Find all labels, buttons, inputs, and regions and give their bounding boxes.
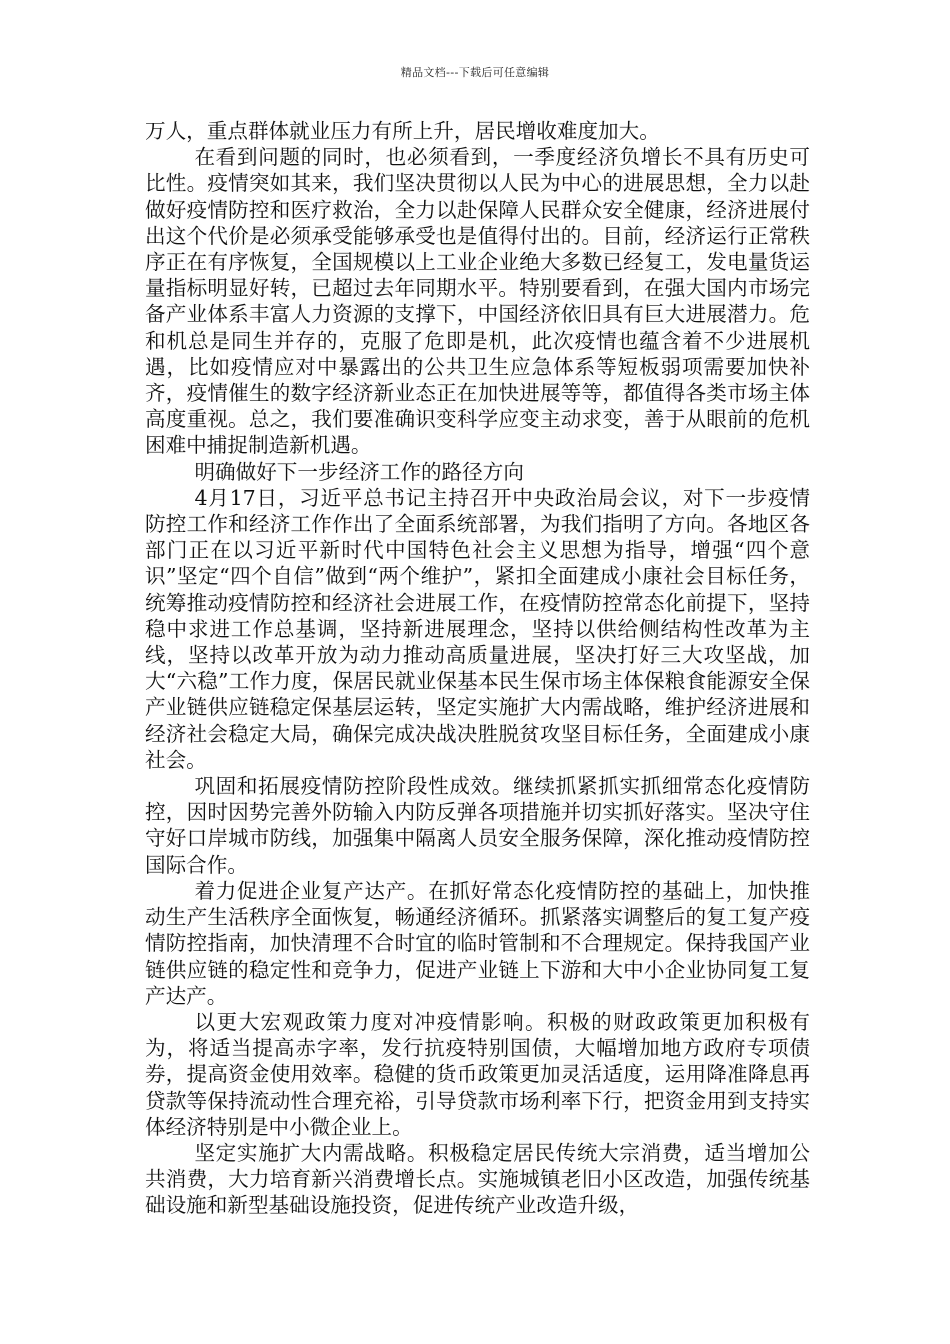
paragraph-6: 着力促进企业复产达产。在抓好常态化疫情防控的基础上，加快推动生产生活秩序全面恢复，畅通经济循环。抓紧落实调整后的复工复产疫情防控指南，加快清理不合时宜的临时管制和不合理规定。保持我国产业链供应链的稳定性和竞争力，促进产业链上下游和大中小企业协同复工复产达产。	[145, 878, 810, 1008]
document-body	[145, 118, 810, 1219]
page-header: 精品文档---下载后可任意编辑	[400, 66, 550, 79]
paragraph-5: 巩固和拓展疫情防控阶段性成效。继续抓紧抓实抓细常态化疫情防控，因时因势完善外防输入内防反弹各项措施并切实抓好落实。坚决守住守好口岸城市防线，加强集中隔离人员安全服务保障，深化推动疫情防控国际合作。	[145, 774, 810, 877]
paragraph-2: 在看到问题的同时，也必须看到，一季度经济负增长不具有历史可比性。疫情突如其来，我们坚决贯彻以人民为中心的进展思想，全力以赴做好疫情防控和医疗救治，全力以赴保障人民群众安全健康，经济进展付出这个代价是必须承受能够承受也是值得付出的。目前，经济运行正常秩序正在有序恢复，全国规模以上工业企业绝大多数已经复工，发电量货运量指标明显好转，已超过去年同期水平。特别要看到，在强大国内市场完备产业体系丰富人力资源的支撑下，中国经济依旧具有巨大进展潜力。危和机总是同生并存的，克服了危即是机，此次疫情也蕴含着不少进展机遇，比如疫情应对中暴露出的公共卫生应急体系等短板弱项需要加快补齐，疫情催生的数字经济新业态正在加快进展等等，都值得各类市场主体高度重视。总之，我们要准确识变科学应变主动求变，善于从眼前的危机困难中捕捉制造新机遇。	[145, 145, 810, 458]
section-heading: 明确做好下一步经济工作的路径方向	[194, 459, 524, 484]
paragraph-4: 4月17日，习近平总书记主持召开中央政治局会议，对下一步疫情防控工作和经济工作作出了全面系统部署，为我们指明了方向。各地区各部门正在以习近平新时代中国特色社会主义思想为指导，增强“四个意识”坚定“四个自信”做到“两个维护”，紧扣全面建成小康社会目标任务，统筹推动疫情防控和经济社会进展工作，在疫情防控常态化前提下，坚持稳中求进工作总基调，坚持新进展理念，坚持以供给侧结构性改革为主线，坚持以改革开放为动力推动高质量进展，坚决打好三大攻坚战，加大“六稳”工作力度，保居民就业保基本民生保市场主体保粮食能源安全保产业链供应链稳定保基层运转，坚定实施扩大内需战略，维护经济进展和经济社会稳定大局，确保完成决战决胜脱贫攻坚目标任务，全面建成小康社会。	[145, 485, 810, 772]
paragraph-7: 以更大宏观政策力度对冲疫情影响。积极的财政政策更加积极有为，将适当提高赤字率，发行抗疫特别国债，大幅增加地方政府专项债券，提高资金使用效率。稳健的货币政策更加灵活适度，运用降准降息再贷款等保持流动性合理充裕，引导贷款市场利率下行，把资金用到支持实体经济特别是中小微企业上。	[145, 1009, 810, 1139]
paragraph-1: 万人，重点群体就业压力有所上升，居民增收难度加大。	[145, 119, 660, 143]
paragraph-8: 坚定实施扩大内需战略。积极稳定居民传统大宗消费，适当增加公共消费，大力培育新兴消费增长点。实施城镇老旧小区改造，加强传统基础设施和新型基础设施投资，促进传统产业改造升级，	[145, 1140, 810, 1218]
